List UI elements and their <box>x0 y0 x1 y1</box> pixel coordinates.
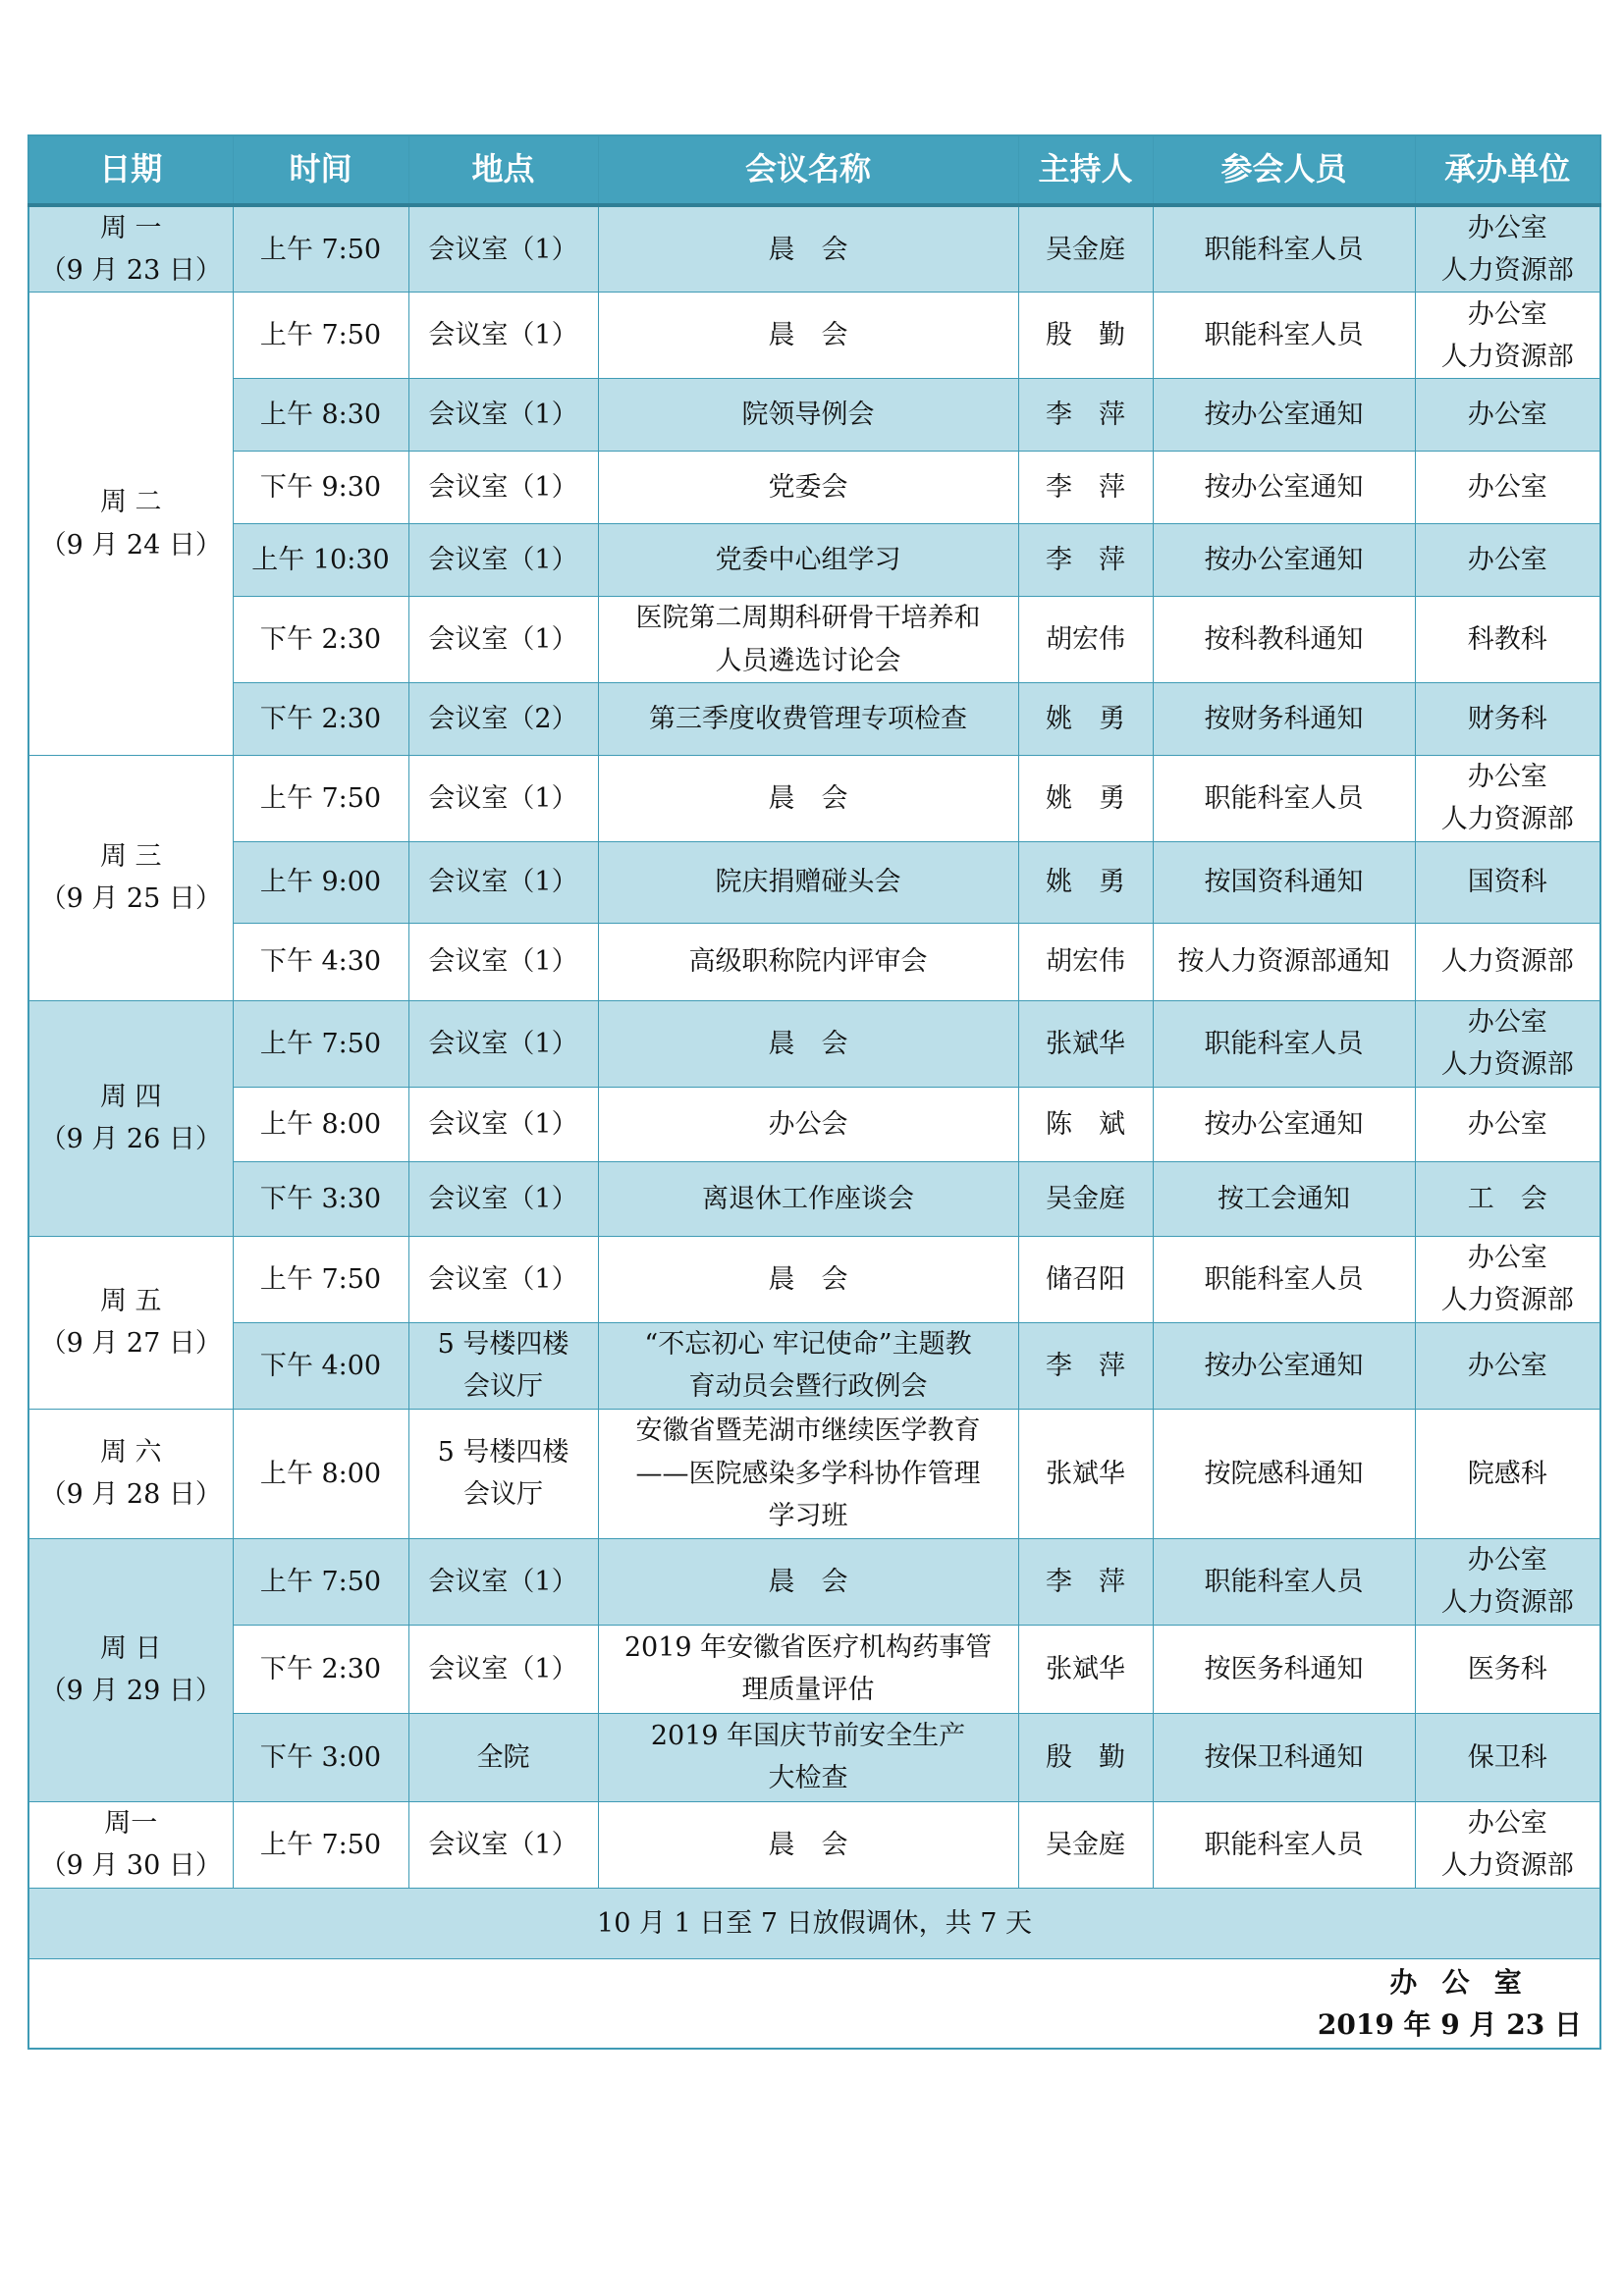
schedule-row <box>28 755 1600 841</box>
weekday-label: 周 六 <box>99 1437 162 1468</box>
time-cell: 上午 7:50 <box>233 1801 408 1888</box>
host-cell: 姚 勇 <box>1018 841 1153 923</box>
cell-text-line: 5 号楼四楼 <box>437 1329 569 1361</box>
meeting-name-cell: 院领导例会 <box>598 379 1018 452</box>
organizer-cell: 财务科 <box>1415 682 1600 755</box>
place-cell: 会议室（1） <box>408 1801 598 1888</box>
weekday-label: 周一 <box>104 1808 158 1840</box>
organizer-cell: 办公室 <box>1415 524 1600 597</box>
place-cell: 会议室（1） <box>408 841 598 923</box>
cell-text-line: 办公室 <box>1467 1808 1547 1840</box>
cell-text-line: 安徽省暨芜湖市继续医学教育 <box>635 1415 981 1447</box>
time-cell: 下午 3:30 <box>233 1161 408 1236</box>
signature-office: 办公室 <box>1389 1965 1546 1999</box>
header-meeting-name: 会议名称 <box>598 135 1018 205</box>
attendees-cell: 按办公室通知 <box>1153 1087 1415 1161</box>
attendees-cell: 按保卫科通知 <box>1153 1713 1415 1801</box>
time-cell: 下午 9:30 <box>233 452 408 524</box>
header-time: 时间 <box>233 135 408 205</box>
meeting-name-cell: 高级职称院内评审会 <box>598 923 1018 1000</box>
schedule-body <box>28 205 1600 1888</box>
host-cell: 李 萍 <box>1018 1538 1153 1625</box>
day-cell <box>28 293 233 755</box>
meeting-name-cell <box>598 1409 1018 1538</box>
meeting-schedule-table <box>27 134 1601 2050</box>
organizer-cell: 办公室 <box>1415 1087 1600 1161</box>
host-cell: 李 萍 <box>1018 452 1153 524</box>
signature-block <box>28 1958 1600 2049</box>
time-cell: 上午 7:50 <box>233 1236 408 1322</box>
time-cell: 下午 2:30 <box>233 1625 408 1713</box>
meeting-name-cell: 晨 会 <box>598 1538 1018 1625</box>
cell-text-line: 5 号楼四楼 <box>437 1437 569 1468</box>
header-row <box>28 135 1600 205</box>
time-cell: 上午 8:00 <box>233 1087 408 1161</box>
host-cell: 张斌华 <box>1018 1000 1153 1087</box>
schedule-row <box>28 1625 1600 1713</box>
organizer-cell: 办公室 <box>1415 452 1600 524</box>
place-cell: 会议室（1） <box>408 452 598 524</box>
attendees-cell: 按国资科通知 <box>1153 841 1415 923</box>
host-cell: 张斌华 <box>1018 1409 1153 1538</box>
organizer-cell <box>1415 1000 1600 1087</box>
day-cell <box>28 755 233 1000</box>
host-cell: 李 萍 <box>1018 379 1153 452</box>
attendees-cell: 按办公室通知 <box>1153 1322 1415 1409</box>
place-cell: 会议室（1） <box>408 524 598 597</box>
attendees-cell: 按院感科通知 <box>1153 1409 1415 1538</box>
attendees-cell: 按医务科通知 <box>1153 1625 1415 1713</box>
meeting-name-cell <box>598 1322 1018 1409</box>
cell-text-line: 人员遴选讨论会 <box>715 645 901 676</box>
day-cell <box>28 1538 233 1801</box>
organizer-cell: 医务科 <box>1415 1625 1600 1713</box>
day-cell <box>28 205 233 293</box>
schedule-row <box>28 205 1600 293</box>
host-cell: 胡宏伟 <box>1018 923 1153 1000</box>
signature-row <box>28 1958 1600 2049</box>
organizer-cell: 保卫科 <box>1415 1713 1600 1801</box>
schedule-row <box>28 1801 1600 1888</box>
attendees-cell: 按办公室通知 <box>1153 524 1415 597</box>
attendees-cell: 按财务科通知 <box>1153 682 1415 755</box>
cell-text-line: 办公室 <box>1467 1007 1547 1039</box>
cell-text-line: 人力资源部 <box>1440 1285 1574 1316</box>
day-cell <box>28 1000 233 1236</box>
organizer-cell: 科教科 <box>1415 597 1600 682</box>
cell-text-line: 2019 年国庆节前安全生产 <box>650 1721 966 1752</box>
date-label: （9 月 25 日） <box>39 883 222 915</box>
host-cell: 殷 勤 <box>1018 1713 1153 1801</box>
attendees-cell: 按办公室通知 <box>1153 379 1415 452</box>
host-cell: 殷 勤 <box>1018 293 1153 379</box>
place-cell: 全院 <box>408 1713 598 1801</box>
organizer-cell <box>1415 1801 1600 1888</box>
place-cell: 会议室（1） <box>408 379 598 452</box>
schedule-row <box>28 841 1600 923</box>
schedule-row <box>28 452 1600 524</box>
cell-text-line: 人力资源部 <box>1440 255 1574 287</box>
host-cell: 吴金庭 <box>1018 205 1153 293</box>
attendees-cell: 职能科室人员 <box>1153 755 1415 841</box>
host-cell: 吴金庭 <box>1018 1801 1153 1888</box>
cell-text-line: 办公室 <box>1467 762 1547 793</box>
cell-text-line: ——医院感染多学科协作管理 <box>635 1458 981 1489</box>
place-cell: 会议室（2） <box>408 682 598 755</box>
schedule-row <box>28 1322 1600 1409</box>
meeting-name-cell: 晨 会 <box>598 293 1018 379</box>
place-cell: 会议室（1） <box>408 1161 598 1236</box>
cell-text-line: 人力资源部 <box>1440 804 1574 835</box>
date-label: （9 月 24 日） <box>39 529 222 561</box>
meeting-name-cell: 晨 会 <box>598 205 1018 293</box>
organizer-cell <box>1415 205 1600 293</box>
organizer-cell: 办公室 <box>1415 1322 1600 1409</box>
weekday-label: 周 日 <box>99 1633 162 1665</box>
meeting-name-cell: 晨 会 <box>598 1236 1018 1322</box>
host-cell: 吴金庭 <box>1018 1161 1153 1236</box>
attendees-cell: 职能科室人员 <box>1153 293 1415 379</box>
time-cell: 上午 7:50 <box>233 293 408 379</box>
time-cell: 上午 9:00 <box>233 841 408 923</box>
time-cell: 上午 7:50 <box>233 205 408 293</box>
host-cell: 李 萍 <box>1018 524 1153 597</box>
place-cell: 会议室（1） <box>408 923 598 1000</box>
place-cell: 会议室（1） <box>408 205 598 293</box>
schedule-row <box>28 1409 1600 1538</box>
place-cell: 会议室（1） <box>408 1538 598 1625</box>
place-cell: 会议室（1） <box>408 1236 598 1322</box>
schedule-row <box>28 682 1600 755</box>
host-cell: 李 萍 <box>1018 1322 1153 1409</box>
cell-text-line: 学习班 <box>768 1500 848 1531</box>
weekday-label: 周 四 <box>99 1082 162 1113</box>
meeting-name-cell: 院庆捐赠碰头会 <box>598 841 1018 923</box>
time-cell: 下午 2:30 <box>233 597 408 682</box>
attendees-cell: 职能科室人员 <box>1153 1000 1415 1087</box>
cell-text-line: 大检查 <box>768 1763 848 1794</box>
time-cell: 上午 8:00 <box>233 1409 408 1538</box>
place-cell: 会议室（1） <box>408 755 598 841</box>
time-cell: 下午 4:00 <box>233 1322 408 1409</box>
meeting-name-cell: 晨 会 <box>598 1000 1018 1087</box>
date-label: （9 月 27 日） <box>39 1328 222 1360</box>
organizer-cell <box>1415 1236 1600 1322</box>
day-cell <box>28 1801 233 1888</box>
place-cell <box>408 1322 598 1409</box>
host-cell: 储召阳 <box>1018 1236 1153 1322</box>
meeting-name-cell <box>598 1625 1018 1713</box>
weekday-label: 周 三 <box>99 841 162 873</box>
header-host: 主持人 <box>1018 135 1153 205</box>
organizer-cell: 人力资源部 <box>1415 923 1600 1000</box>
cell-text-line: 人力资源部 <box>1440 1850 1574 1882</box>
weekday-label: 周 五 <box>99 1286 162 1317</box>
cell-text-line: 医院第二周期科研骨干培养和 <box>635 603 981 634</box>
cell-text-line: 办公室 <box>1467 1545 1547 1576</box>
cell-text-line: 办公室 <box>1467 213 1547 243</box>
place-cell: 会议室（1） <box>408 1087 598 1161</box>
time-cell: 下午 4:30 <box>233 923 408 1000</box>
organizer-cell: 院感科 <box>1415 1409 1600 1538</box>
host-cell: 姚 勇 <box>1018 755 1153 841</box>
schedule-row <box>28 1000 1600 1087</box>
meeting-name-cell: 离退休工作座谈会 <box>598 1161 1018 1236</box>
organizer-cell: 国资科 <box>1415 841 1600 923</box>
header-attendees: 参会人员 <box>1153 135 1415 205</box>
schedule-row <box>28 1236 1600 1322</box>
time-cell: 上午 7:50 <box>233 1000 408 1087</box>
schedule-row <box>28 597 1600 682</box>
meeting-name-cell: 办公会 <box>598 1087 1018 1161</box>
cell-text-line: 会议厅 <box>463 1371 543 1403</box>
time-cell: 下午 3:00 <box>233 1713 408 1801</box>
cell-text-line: 理质量评估 <box>741 1675 875 1706</box>
attendees-cell: 按人力资源部通知 <box>1153 923 1415 1000</box>
organizer-cell: 办公室 <box>1415 379 1600 452</box>
attendees-cell: 按办公室通知 <box>1153 452 1415 524</box>
host-cell: 张斌华 <box>1018 1625 1153 1713</box>
schedule-row <box>28 923 1600 1000</box>
time-cell: 下午 2:30 <box>233 682 408 755</box>
day-cell <box>28 1409 233 1538</box>
cell-text-line: 人力资源部 <box>1440 1049 1574 1081</box>
holiday-note: 10 月 1 日至 7 日放假调休，共 7 天 <box>28 1888 1600 1958</box>
schedule-row <box>28 1087 1600 1161</box>
host-cell: 姚 勇 <box>1018 682 1153 755</box>
attendees-cell: 按科教科通知 <box>1153 597 1415 682</box>
host-cell: 胡宏伟 <box>1018 597 1153 682</box>
cell-text-line: 会议厅 <box>463 1479 543 1511</box>
time-cell: 上午 8:30 <box>233 379 408 452</box>
holiday-row <box>28 1888 1600 1958</box>
signature-date: 2019 年 9 月 23 日 <box>1317 2008 1582 2041</box>
date-label: （9 月 29 日） <box>39 1676 222 1707</box>
time-cell: 上午 7:50 <box>233 755 408 841</box>
date-label: （9 月 23 日） <box>39 255 222 287</box>
attendees-cell: 职能科室人员 <box>1153 205 1415 293</box>
meeting-name-cell: 党委会 <box>598 452 1018 524</box>
meeting-name-cell: 晨 会 <box>598 755 1018 841</box>
header-organizer: 承办单位 <box>1415 135 1600 205</box>
header-place: 地点 <box>408 135 598 205</box>
attendees-cell: 职能科室人员 <box>1153 1538 1415 1625</box>
place-cell: 会议室（1） <box>408 293 598 379</box>
attendees-cell: 按工会通知 <box>1153 1161 1415 1236</box>
organizer-cell <box>1415 293 1600 379</box>
organizer-cell: 工 会 <box>1415 1161 1600 1236</box>
place-cell <box>408 1409 598 1538</box>
place-cell: 会议室（1） <box>408 597 598 682</box>
meeting-name-cell <box>598 1713 1018 1801</box>
cell-text-line: “不忘初心 牢记使命”主题教 <box>644 1329 972 1361</box>
schedule-row <box>28 1713 1600 1801</box>
meeting-name-cell: 第三季度收费管理专项检查 <box>598 682 1018 755</box>
cell-text-line: 育动员会暨行政例会 <box>688 1371 928 1403</box>
organizer-cell <box>1415 1538 1600 1625</box>
schedule-row <box>28 1161 1600 1236</box>
date-label: （9 月 28 日） <box>39 1479 222 1511</box>
cell-text-line: 办公室 <box>1467 298 1547 330</box>
weekday-label: 周 二 <box>99 487 162 518</box>
place-cell: 会议室（1） <box>408 1000 598 1087</box>
meeting-name-cell <box>598 597 1018 682</box>
schedule-row <box>28 1538 1600 1625</box>
organizer-cell <box>1415 755 1600 841</box>
meeting-name-cell: 党委中心组学习 <box>598 524 1018 597</box>
attendees-cell: 职能科室人员 <box>1153 1236 1415 1322</box>
cell-text-line: 办公室 <box>1467 1243 1547 1274</box>
cell-text-line: 人力资源部 <box>1440 341 1574 372</box>
day-cell <box>28 1236 233 1409</box>
header-date: 日期 <box>28 135 233 205</box>
weekday-label: 周 一 <box>99 213 162 243</box>
cell-text-line: 人力资源部 <box>1440 1587 1574 1619</box>
time-cell: 上午 10:30 <box>233 524 408 597</box>
time-cell: 上午 7:50 <box>233 1538 408 1625</box>
attendees-cell: 职能科室人员 <box>1153 1801 1415 1888</box>
cell-text-line: 2019 年安徽省医疗机构药事管 <box>623 1632 993 1664</box>
host-cell: 陈 斌 <box>1018 1087 1153 1161</box>
schedule-row <box>28 524 1600 597</box>
date-label: （9 月 26 日） <box>39 1124 222 1155</box>
schedule-row <box>28 293 1600 379</box>
date-label: （9 月 30 日） <box>39 1850 222 1882</box>
meeting-name-cell: 晨 会 <box>598 1801 1018 1888</box>
schedule-row <box>28 379 1600 452</box>
place-cell: 会议室（1） <box>408 1625 598 1713</box>
